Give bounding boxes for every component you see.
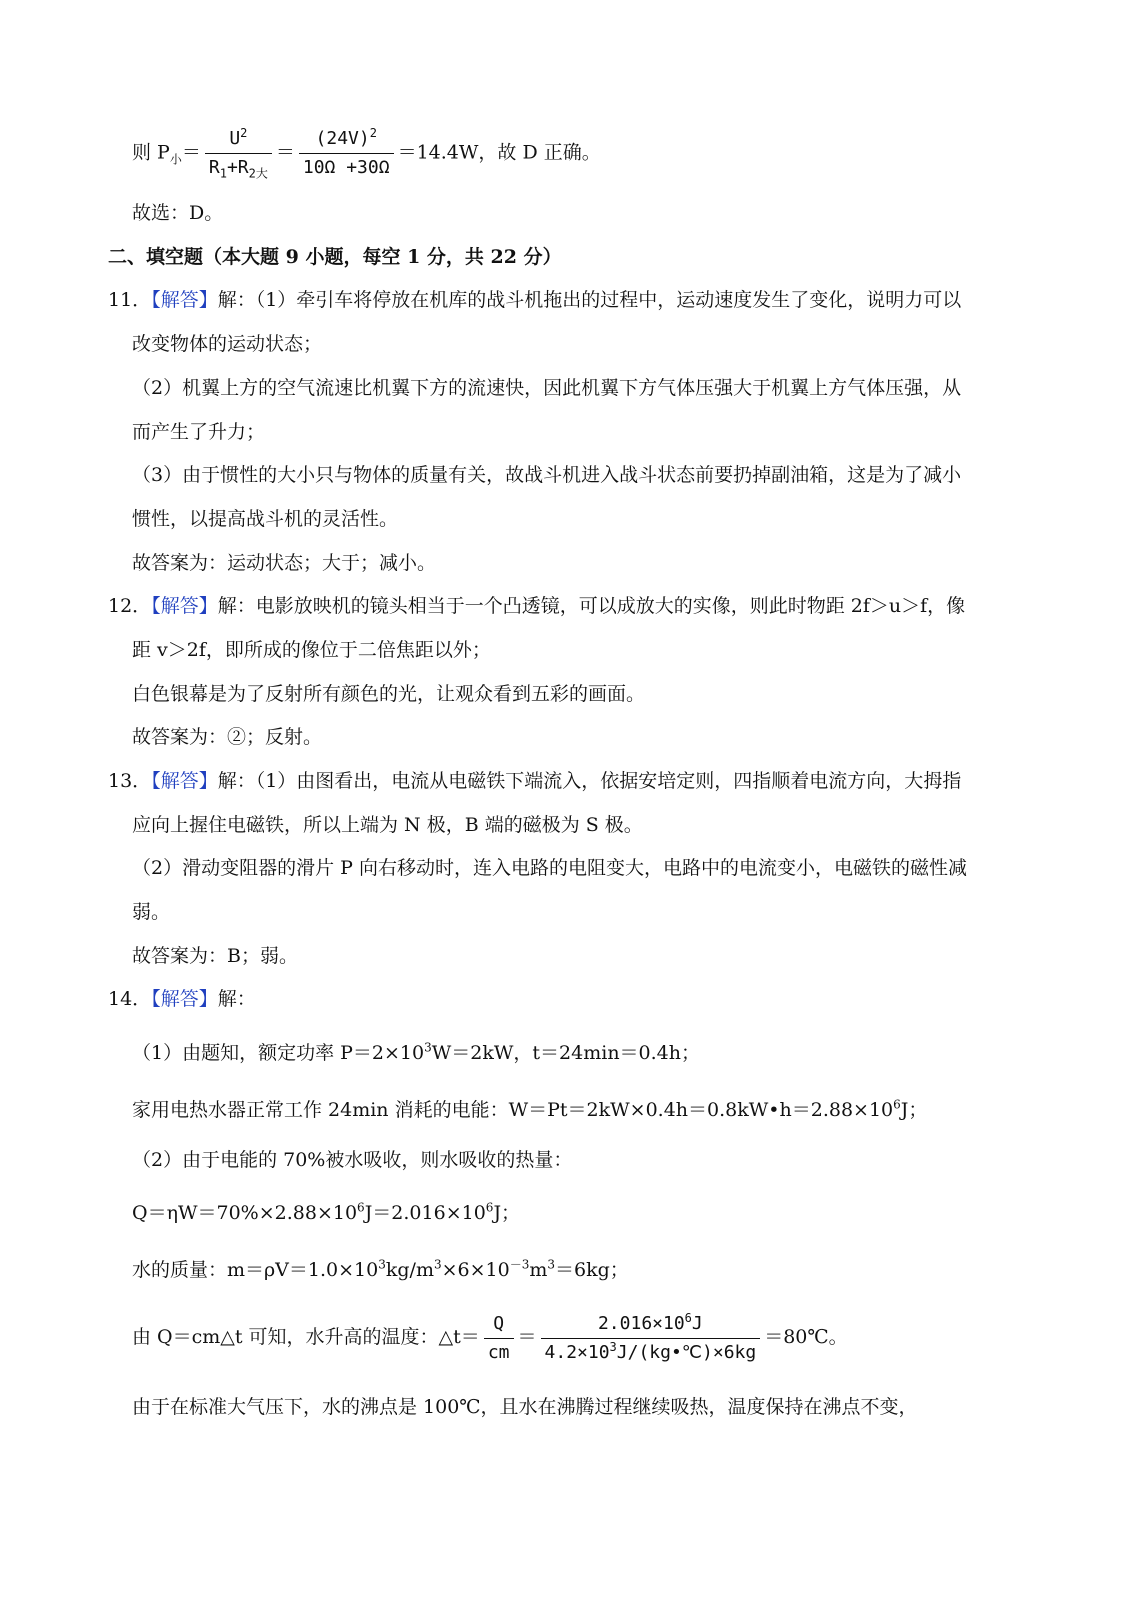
text: J； — [493, 1202, 521, 1224]
q12-line-3: 白色银幕是为了反射所有颜色的光，让观众看到五彩的画面。 — [132, 683, 646, 705]
superscript: 2 — [240, 126, 248, 140]
answer-tag: 【解答】 — [151, 770, 218, 792]
text: J＝2.016×10 — [364, 1202, 486, 1224]
denominator: 4.2×10 — [544, 1341, 610, 1363]
answer-tag: 【解答】 — [151, 988, 218, 1010]
fraction-temperature-rise — [541, 1310, 761, 1364]
text: 解： — [217, 988, 256, 1010]
text: J； — [900, 1099, 928, 1121]
q12-answer: 故答案为：②；反射。 — [132, 726, 323, 748]
text: ×6×10 — [441, 1259, 510, 1281]
question-number: 12． — [108, 595, 152, 617]
denominator: J/(kg•℃)×6kg — [616, 1341, 757, 1363]
q11-line-2: 改变物体的运动状态； — [132, 333, 323, 355]
text: 解：电影放映机的镜头相当于一个凸透镜，可以成放大的实像，则此时物距 2f＞u＞f，像 — [217, 595, 966, 617]
text: W＝2kW，t＝24min＝0.4h； — [431, 1042, 701, 1064]
q12-line-2: 距 v＞2f，即所成的像位于二倍焦距以外； — [132, 639, 491, 661]
q13-answer: 故答案为：B；弱。 — [132, 945, 298, 967]
fraction-u2-over-r — [205, 128, 272, 179]
text: 解：（1）由图看出，电流从电磁铁下端流入，依据安培定则，四指顺着电流方向，大拇指 — [217, 770, 962, 792]
question-number: 11． — [108, 289, 152, 311]
answer-choice-line: 故选：D。 — [132, 202, 224, 224]
q14-absorbed-heat-intro: （2）由于电能的 70%被水吸收，则水吸收的热量： — [132, 1149, 573, 1171]
q14-rated-power-line — [132, 1038, 700, 1068]
superscript: 6 — [485, 1200, 494, 1215]
text: 解：（1）牵引车将停放在机库的战斗机拖出的过程中，运动速度发生了变化，说明力可以 — [217, 289, 962, 311]
fraction-q-over-cm — [484, 1313, 514, 1364]
fraction-24v-over-40ohm — [299, 128, 394, 179]
q11-line-3: （2）机翼上方的空气流速比机翼下方的流速快，因此机翼下方气体压强大于机翼上方气体压强，从 — [132, 377, 962, 399]
q12-line-1 — [108, 591, 965, 621]
subscript: 小 — [169, 152, 182, 167]
numerator: Q — [493, 1312, 505, 1334]
text: ＝ — [181, 141, 201, 164]
text: （1）由题知，额定功率 P＝2×10 — [132, 1042, 425, 1064]
q13-line-4: 弱。 — [132, 901, 171, 923]
superscript: 6 — [357, 1200, 365, 1215]
text: kg/m — [385, 1259, 434, 1281]
numerator: 2.016×10 — [597, 1312, 685, 1334]
q14-energy-line — [132, 1095, 927, 1125]
denominator: R — [208, 157, 220, 178]
text: 则 P — [132, 141, 170, 164]
answer-tag: 【解答】 — [151, 595, 218, 617]
text: 家用电热水器正常工作 24min 消耗的电能：W＝Pt＝2kW×0.4h＝0.8kW•h＝2.88×10 — [132, 1099, 894, 1121]
numerator: U — [229, 128, 241, 149]
answer-tag: 【解答】 — [151, 289, 218, 311]
power-formula-line — [132, 128, 601, 179]
subscript: 2大 — [248, 166, 268, 181]
q14-temperature-line — [132, 1312, 848, 1364]
superscript: 3 — [547, 1257, 556, 1272]
superscript: 6 — [893, 1097, 901, 1112]
numerator: J — [691, 1312, 703, 1334]
denominator: cm — [484, 1338, 514, 1364]
superscript: 6 — [684, 1310, 692, 1325]
q14-mass-line — [132, 1255, 629, 1285]
q13-line-2: 应向上握住电磁铁，所以上端为 N 极，B 端的磁极为 S 极。 — [132, 814, 643, 836]
question-number: 14． — [108, 988, 152, 1010]
superscript: 3 — [433, 1257, 442, 1272]
q11-answer: 故答案为：运动状态；大于；减小。 — [132, 552, 437, 574]
subscript: 1 — [219, 166, 227, 181]
denominator: 10Ω +30Ω — [299, 153, 394, 179]
superscript: －3 — [509, 1257, 530, 1272]
text: 由 Q＝cm△t 可知，水升高的温度：△t＝ — [132, 1326, 480, 1348]
denominator: +R — [226, 157, 249, 178]
superscript: 3 — [424, 1040, 432, 1055]
text: ＝6kg； — [555, 1259, 629, 1281]
q14-line-1 — [108, 984, 256, 1014]
q14-heat-line — [132, 1198, 520, 1228]
section-heading: 二、填空题（本大题 9 小题，每空 1 分，共 22 分） — [108, 246, 562, 268]
superscript: 3 — [609, 1339, 617, 1354]
text: ＝80℃。 — [764, 1326, 848, 1348]
text: ＝14.4W，故 D 正确。 — [397, 141, 601, 164]
question-number: 13． — [108, 770, 152, 792]
text: m — [529, 1259, 548, 1281]
numerator: (24V) — [315, 128, 370, 149]
q14-boiling-line: 由于在标准大气压下，水的沸点是 100℃，且水在沸腾过程继续吸热，温度保持在沸点不变， — [132, 1396, 918, 1418]
q13-line-3: （2）滑动变阻器的滑片 P 向右移动时，连入电路的电阻变大，电路中的电流变小，电磁铁的磁性减 — [132, 857, 967, 879]
superscript: 2 — [369, 126, 377, 140]
q11-line-5: （3）由于惯性的大小只与物体的质量有关，故战斗机进入战斗状态前要扔掉副油箱，这是为了减小 — [132, 464, 962, 486]
q11-line-4: 而产生了升力； — [132, 421, 266, 443]
text: ＝ — [517, 1326, 537, 1348]
text: ＝ — [275, 141, 295, 164]
q11-line-1 — [108, 285, 961, 315]
text: Q＝ηW＝70%×2.88×10 — [132, 1202, 358, 1224]
superscript: 3 — [378, 1257, 386, 1272]
q11-line-6: 惯性，以提高战斗机的灵活性。 — [132, 508, 399, 530]
text: 水的质量：m＝ρV＝1.0×10 — [132, 1259, 379, 1281]
q13-line-1 — [108, 766, 961, 796]
